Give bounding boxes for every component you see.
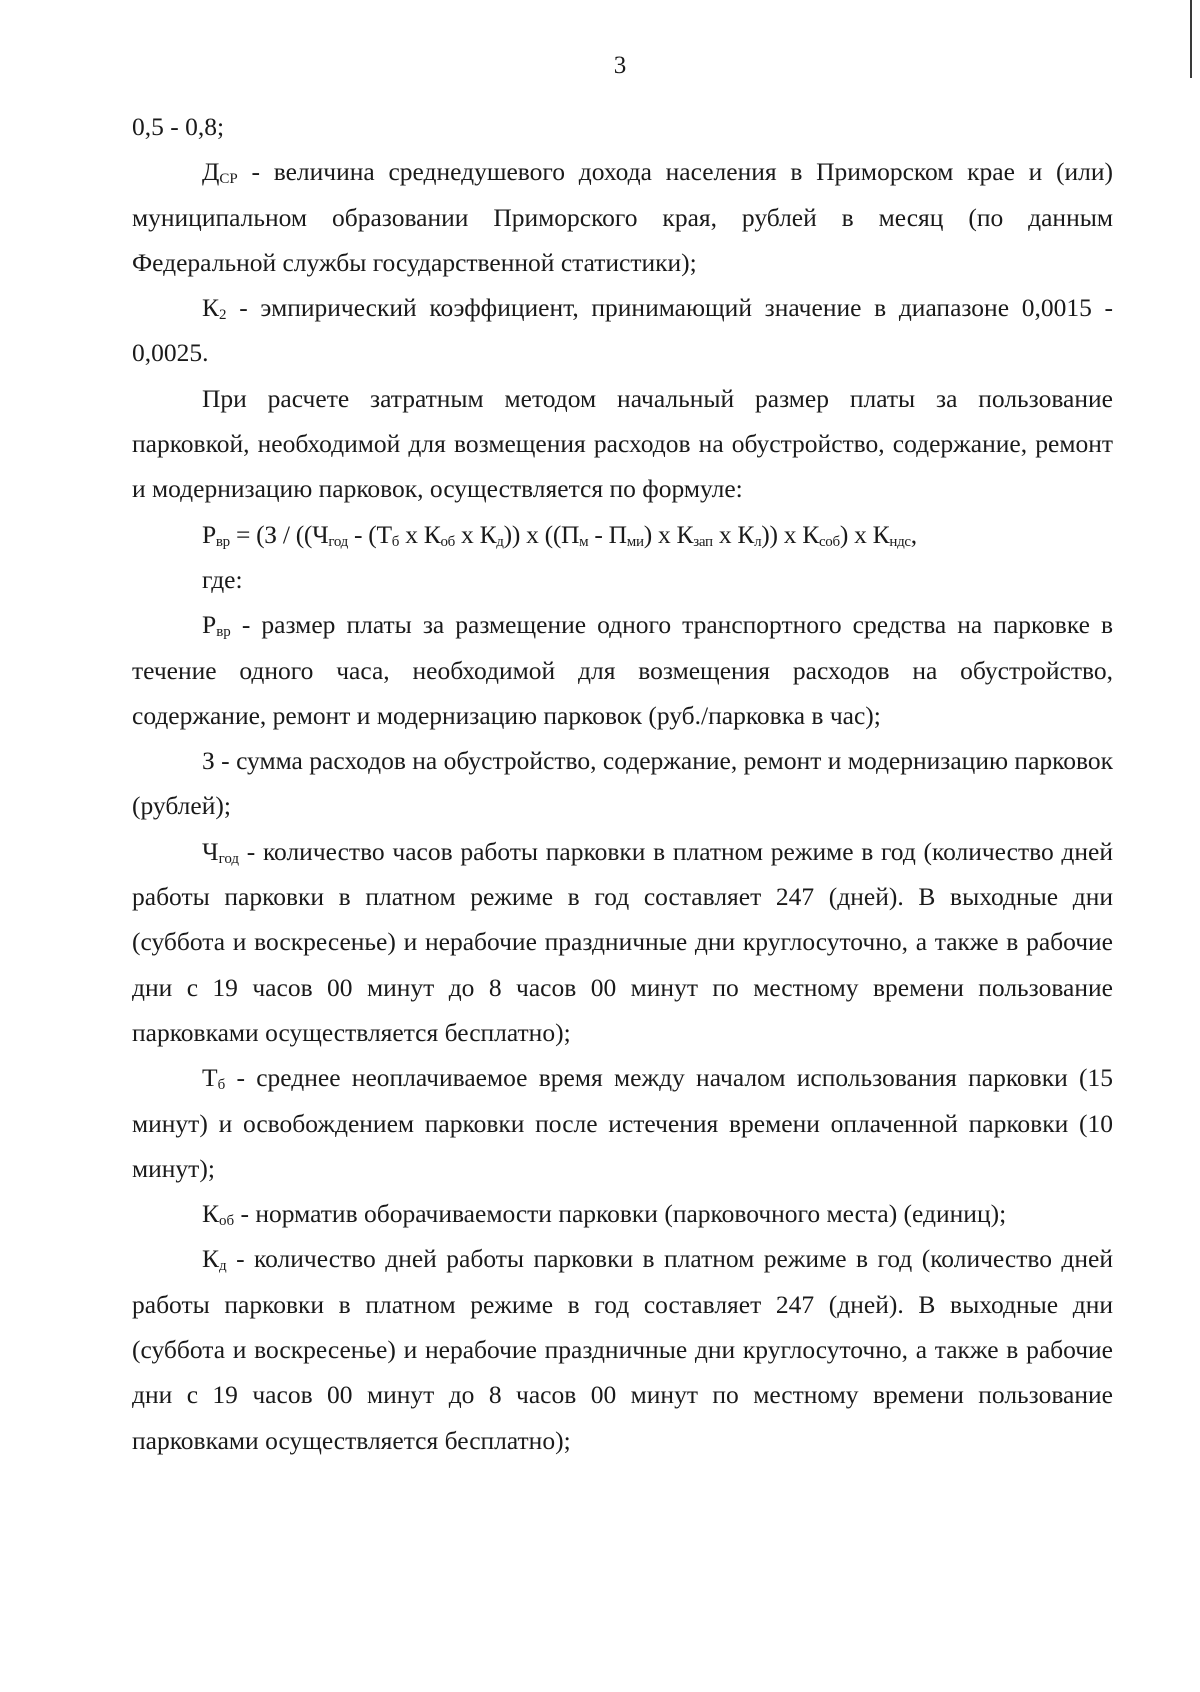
formula-subscript: об xyxy=(440,533,455,550)
formula-subscript: м xyxy=(579,533,589,550)
formula-text: Р xyxy=(202,519,216,549)
paragraph-k2-definition: $К_2$ - эмпирический коэффициент, принимающий значение в диапазоне 0,0015 - 0,0025. xyxy=(132,293,1113,368)
formula-text: , xyxy=(910,519,917,549)
formula-text: x К xyxy=(399,519,441,549)
formula-subscript: б xyxy=(391,533,400,550)
formula-subscript: соб xyxy=(818,533,840,550)
formula-text: )) x К xyxy=(761,519,819,549)
formula-text: - (Т xyxy=(347,519,392,549)
paragraph-kd-definition: $К_д$ - количество дней работы парковки в платном режиме в год (количество дней работы парковки в платном режиме в год составляет 247 (дней). В выходные дни (суббота и воскресенье) и нерабочие праздничные дни круглосуточно, а также в рабочие дни с 19 часов 00 минут до 8 часов 00 минут по местному времени пользование парковками осуществляется бесплатно); xyxy=(132,1244,1113,1455)
paragraph-kob-definition: $К_{об}$ - норматив оборачиваемости парковки (парковочного места) (единиц); xyxy=(202,1199,1007,1230)
paragraph-z-definition: З - сумма расходов на обустройство, содержание, ремонт и модернизацию парковок (рублей); xyxy=(132,746,1113,821)
formula-text: )) x ((П xyxy=(503,519,580,549)
formula-subscript: л xyxy=(754,533,762,550)
paragraph-pvr-definition: $Р_{вр}$ - размер платы за размещение одного транспортного средства на парковке в течение одного часа, необходимой для возмещения расходов на обустройство, содержание, ремонт и модернизацию парковок (руб./парковка в час); xyxy=(132,610,1113,730)
formula-subscript: ми xyxy=(626,533,644,550)
formula-text: x К xyxy=(454,519,497,549)
formula-subscript: зап xyxy=(693,533,713,550)
paragraph-tb-definition: $Т_б$ - среднее неоплачиваемое время между началом использования парковки (15 минут) и освобождением парковки после истечения времени оплаченной парковки (10 минут); xyxy=(132,1063,1113,1183)
formula-text: ) x К xyxy=(839,519,890,549)
formula-pvr xyxy=(132,512,1113,557)
formula-text: x К xyxy=(712,519,755,549)
paragraph-chgod-definition: $Ч_{год}$ - количество часов работы парковки в платном режиме в год (количество дней работы парковки в платном режиме в год составляет 247 (дней). В выходные дни (суббота и воскресенье) и нерабочие праздничные дни круглосуточно, а также в рабочие дни с 19 часов 00 минут до 8 часов 00 минут по местному времени пользование парковками осуществляется бесплатно); xyxy=(132,836,1113,1047)
formula-text: = (З / ((Ч xyxy=(229,519,329,549)
formula-subscript: д xyxy=(496,533,504,550)
page-number: 3 xyxy=(613,52,627,79)
formula-text: - П xyxy=(588,519,627,549)
formula-subscript: год xyxy=(328,533,348,550)
paragraph-dsr-definition: $Д_{СР}$ - величина среднедушевого дохода населения в Приморском крае и (или) муниципальном образовании Приморского края, рублей в месяц (по данным Федеральной службы государственной статистики); xyxy=(132,157,1113,277)
formula-subscript: вр xyxy=(215,533,230,550)
formula-text: ) x К xyxy=(643,519,694,549)
document-body xyxy=(132,104,1113,1463)
paragraph-cost-method-intro: При расчете затратным методом начальный размер платы за пользование парковкой, необходимой для возмещения расходов на обустройство, содержание, ремонт и модернизацию парковок, осуществляется по формуле: xyxy=(132,383,1113,504)
formula-subscript: ндс xyxy=(889,533,911,550)
paragraph-where: где: xyxy=(202,564,243,594)
paragraph-range-end: 0,5 - 0,8; xyxy=(132,112,225,141)
